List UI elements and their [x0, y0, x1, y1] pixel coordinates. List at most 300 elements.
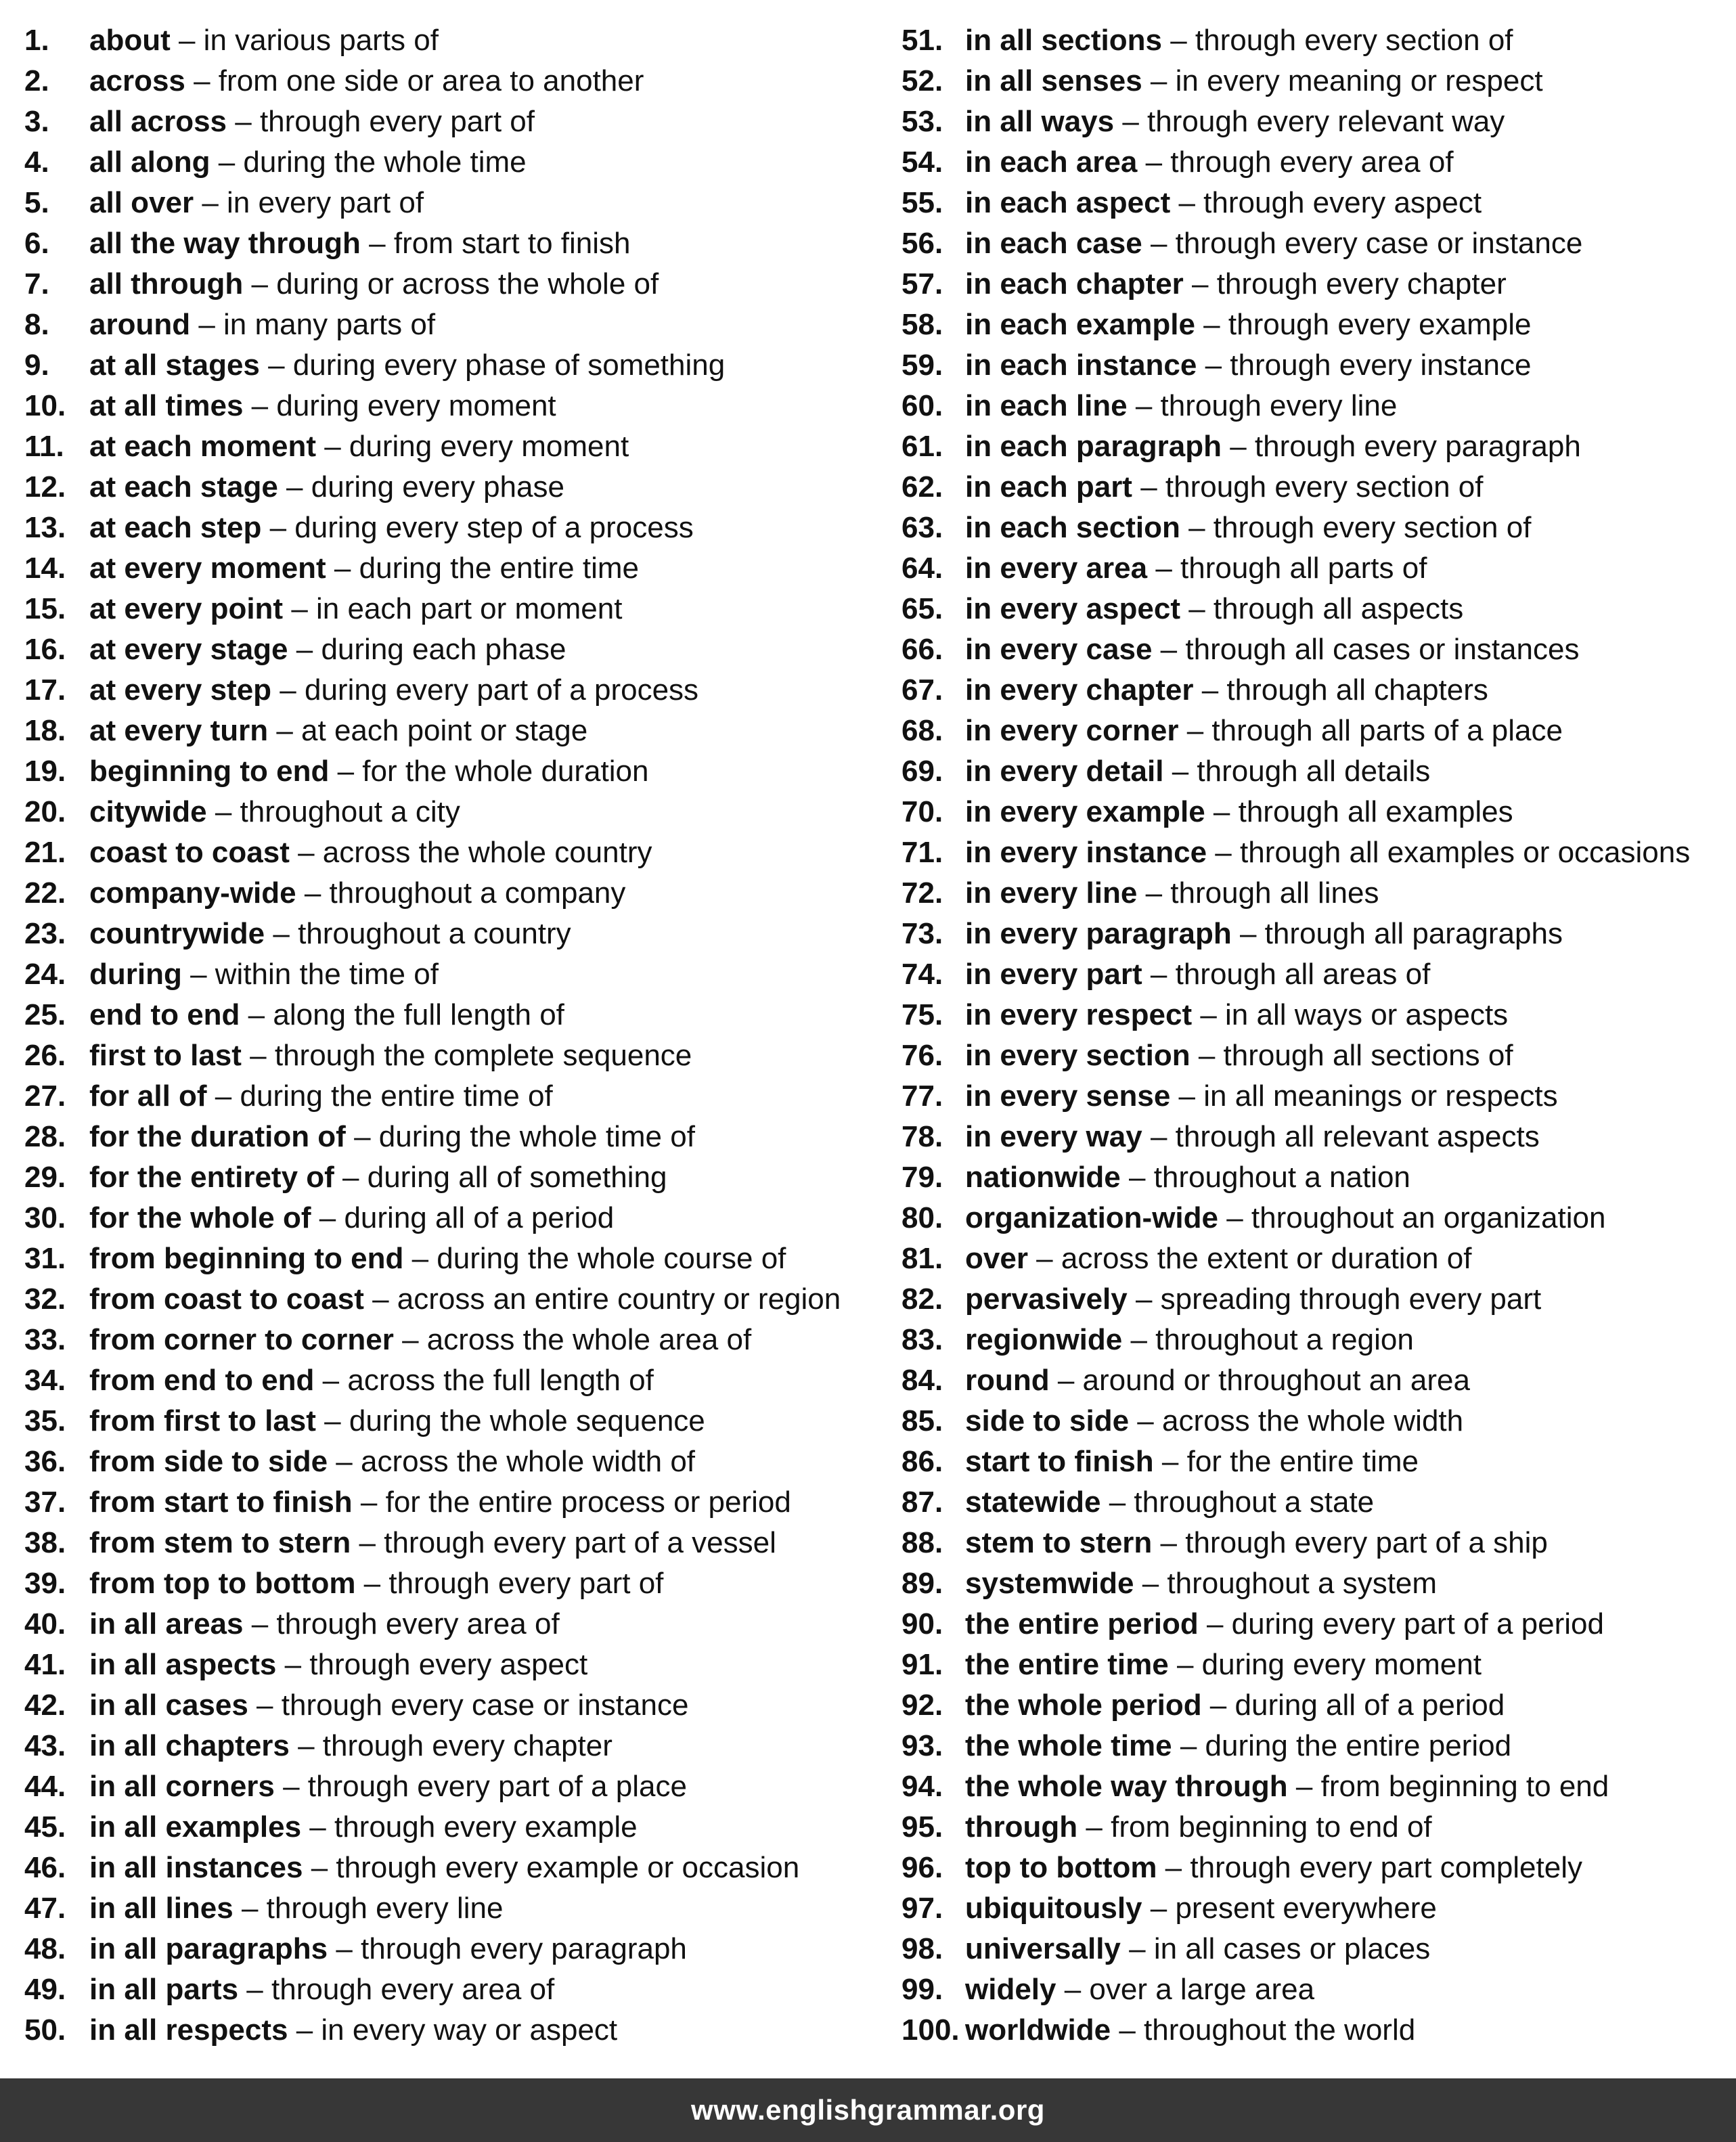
item-definition: – through every aspect: [276, 1648, 588, 1681]
list-item: [902, 142, 1736, 183]
item-definition: – around or throughout an area: [1049, 1364, 1470, 1397]
item-definition: – throughout a nation: [1120, 1161, 1410, 1194]
item-term: at each stage: [89, 470, 278, 504]
item-term: the whole period: [965, 1689, 1202, 1722]
item-text: [965, 873, 1379, 914]
list-item: [24, 1645, 897, 1685]
list-item: [902, 1685, 1736, 1726]
item-definition: – during every moment: [243, 389, 556, 422]
list-item: [24, 1848, 897, 1888]
item-term: in all aspects: [89, 1648, 277, 1681]
list-item: [24, 20, 897, 61]
item-definition: – through every case or instance: [1142, 227, 1583, 260]
item-definition: – through the complete sequence: [241, 1039, 692, 1072]
item-term: from start to finish: [89, 1486, 353, 1519]
list-item: [24, 792, 897, 832]
item-text: [89, 1482, 791, 1523]
item-definition: – during all of a period: [1201, 1689, 1505, 1722]
list-item: [902, 1157, 1736, 1198]
item-number: 2.: [24, 64, 49, 97]
item-text: [89, 1360, 654, 1401]
item-number: 7.: [24, 267, 49, 300]
item-text: [965, 548, 1427, 589]
item-term: at every moment: [89, 552, 326, 585]
item-definition: – across the whole country: [289, 836, 652, 869]
item-text: [965, 589, 1463, 629]
list-item: [24, 1279, 897, 1320]
item-number: 92.: [902, 1689, 943, 1722]
list-item: [902, 954, 1736, 995]
item-definition: – throughout the world: [1111, 2013, 1416, 2047]
item-definition: – through all examples or occasions: [1207, 836, 1691, 869]
item-definition: – during the whole time of: [345, 1120, 695, 1153]
item-number: 68.: [902, 714, 943, 747]
item-text: [89, 1563, 663, 1604]
item-text: [89, 102, 535, 142]
item-definition: – during the entire time of: [206, 1079, 553, 1113]
item-number: 96.: [902, 1851, 943, 1884]
item-number: 29.: [24, 1161, 66, 1194]
list-item: [24, 2010, 897, 2051]
item-term: the entire time: [965, 1648, 1169, 1681]
item-number: 77.: [902, 1079, 943, 1113]
item-definition: – through every area of: [1137, 146, 1454, 179]
item-definition: – through every section of: [1132, 470, 1484, 504]
item-definition: – through every line: [1127, 389, 1398, 422]
list-item: [24, 1360, 897, 1401]
item-number: 11.: [24, 430, 64, 463]
item-definition: – present everywhere: [1142, 1892, 1437, 1925]
list-item: [902, 223, 1736, 264]
item-number: 91.: [902, 1648, 943, 1681]
item-text: [965, 832, 1690, 873]
item-term: ubiquitously: [965, 1892, 1142, 1925]
item-text: [89, 1035, 692, 1076]
item-number: 86.: [902, 1445, 943, 1478]
item-number: 95.: [902, 1810, 943, 1844]
item-definition: – through all paragraphs: [1231, 917, 1563, 950]
item-definition: – within the time of: [181, 958, 439, 991]
item-text: [965, 20, 1513, 61]
list-item: [24, 1320, 897, 1360]
item-definition: – in all meanings or respects: [1170, 1079, 1558, 1113]
item-number: 97.: [902, 1892, 943, 1925]
item-text: [965, 792, 1513, 832]
item-number: 85.: [902, 1404, 943, 1437]
item-text: [965, 305, 1531, 345]
item-term: through: [965, 1810, 1078, 1844]
item-definition: – through every paragraph: [328, 1932, 687, 1965]
item-definition: – through every part of a ship: [1152, 1526, 1548, 1559]
item-text: [965, 1766, 1609, 1807]
item-number: 64.: [902, 552, 943, 585]
item-text: [89, 751, 648, 792]
word-list: [24, 20, 1716, 2057]
item-number: 46.: [24, 1851, 66, 1884]
item-term: systemwide: [965, 1567, 1134, 1600]
item-term: start to finish: [965, 1445, 1154, 1478]
item-definition: – throughout a state: [1100, 1486, 1375, 1519]
item-definition: – from beginning to end: [1287, 1770, 1609, 1803]
item-text: [965, 1563, 1437, 1604]
item-text: [89, 142, 527, 183]
item-text: [89, 1726, 613, 1766]
item-text: [965, 1685, 1505, 1726]
item-term: first to last: [89, 1039, 242, 1072]
list-item: [24, 1726, 897, 1766]
list-item: [24, 1685, 897, 1726]
item-number: 57.: [902, 267, 943, 300]
item-number: 43.: [24, 1729, 66, 1762]
list-item: [902, 1604, 1736, 1645]
list-item: [902, 1442, 1736, 1482]
item-number: 82.: [902, 1282, 943, 1316]
list-item: [902, 1523, 1736, 1563]
item-term: in each case: [965, 227, 1142, 260]
item-number: 52.: [902, 64, 943, 97]
item-text: [89, 1766, 687, 1807]
item-number: 37.: [24, 1486, 66, 1519]
item-number: 36.: [24, 1445, 66, 1478]
list-item: [24, 386, 897, 426]
item-definition: – during every moment: [315, 430, 629, 463]
item-term: in all examples: [89, 1810, 302, 1844]
item-text: [89, 711, 587, 751]
item-term: for the whole of: [89, 1201, 311, 1234]
item-text: [965, 629, 1579, 670]
item-text: [965, 1035, 1513, 1076]
list-item: [902, 832, 1736, 873]
list-item: [902, 1076, 1736, 1117]
item-text: [89, 20, 439, 61]
item-definition: – across the whole width of: [328, 1445, 696, 1478]
item-term: in each line: [965, 389, 1128, 422]
item-term: in each part: [965, 470, 1132, 504]
item-term: in all ways: [965, 105, 1115, 138]
item-term: in every line: [965, 876, 1138, 910]
item-number: 76.: [902, 1039, 943, 1072]
list-item: [902, 1035, 1736, 1076]
item-number: 89.: [902, 1567, 943, 1600]
list-item: [24, 914, 897, 954]
list-item: [902, 1848, 1736, 1888]
list-item: [902, 670, 1736, 711]
item-text: [89, 1523, 776, 1563]
list-item: [24, 1807, 897, 1848]
list-item: [902, 1888, 1736, 1929]
item-definition: – throughout a city: [206, 795, 460, 828]
item-text: [89, 1117, 695, 1157]
item-number: 32.: [24, 1282, 66, 1316]
item-text: [965, 1929, 1430, 1969]
list-item: [902, 1198, 1736, 1239]
item-number: 19.: [24, 755, 66, 788]
item-term: in each paragraph: [965, 430, 1222, 463]
item-term: in every respect: [965, 998, 1193, 1031]
item-term: top to bottom: [965, 1851, 1157, 1884]
word-list-column-left: [24, 20, 897, 2051]
item-number: 17.: [24, 673, 66, 707]
list-item: [24, 142, 897, 183]
item-term: in all senses: [965, 64, 1142, 97]
item-number: 27.: [24, 1079, 66, 1113]
item-text: [965, 142, 1454, 183]
item-text: [89, 873, 625, 914]
item-term: about: [89, 24, 171, 57]
item-definition: – through all aspects: [1180, 592, 1464, 625]
item-term: in every chapter: [965, 673, 1194, 707]
list-item: [902, 1726, 1736, 1766]
item-number: 47.: [24, 1892, 66, 1925]
item-text: [965, 102, 1505, 142]
item-number: 24.: [24, 958, 66, 991]
item-term: the entire period: [965, 1607, 1199, 1641]
item-definition: – through every line: [233, 1892, 504, 1925]
item-definition: – through every example: [301, 1810, 638, 1844]
item-term: in each instance: [965, 349, 1197, 382]
item-term: in all corners: [89, 1770, 275, 1803]
item-term: in each example: [965, 308, 1195, 341]
item-definition: – through every area of: [238, 1973, 555, 2006]
item-number: 4.: [24, 146, 49, 179]
item-term: for all of: [89, 1079, 207, 1113]
item-definition: – at each point or stage: [268, 714, 588, 747]
item-text: [89, 1239, 786, 1279]
item-number: 55.: [902, 186, 943, 219]
item-number: 12.: [24, 470, 66, 504]
list-item: [24, 508, 897, 548]
item-definition: – during the whole sequence: [315, 1404, 705, 1437]
item-text: [965, 1848, 1582, 1888]
list-item: [24, 1888, 897, 1929]
item-definition: – through all parts of: [1147, 552, 1427, 585]
item-number: 93.: [902, 1729, 943, 1762]
item-term: in every area: [965, 552, 1148, 585]
item-text: [965, 1523, 1548, 1563]
list-item: [24, 589, 897, 629]
item-definition: – in all ways or aspects: [1192, 998, 1509, 1031]
item-definition: – during each phase: [288, 633, 566, 666]
item-text: [89, 1685, 688, 1726]
item-definition: – during every phase of something: [259, 349, 726, 382]
item-text: [965, 223, 1582, 264]
item-text: [89, 1929, 687, 1969]
item-definition: – over a large area: [1056, 1973, 1315, 2006]
item-definition: – through every chapter: [289, 1729, 613, 1762]
list-item: [902, 792, 1736, 832]
list-item: [24, 832, 897, 873]
item-number: 41.: [24, 1648, 66, 1681]
item-term: from corner to corner: [89, 1323, 394, 1356]
item-definition: – throughout a company: [296, 876, 626, 910]
item-text: [965, 508, 1531, 548]
list-item: [902, 508, 1736, 548]
item-term: in every way: [965, 1120, 1142, 1153]
item-term: at each step: [89, 511, 262, 544]
list-item: [24, 264, 897, 305]
item-term: regionwide: [965, 1323, 1123, 1356]
footer-bar: [0, 2078, 1736, 2142]
item-number: 83.: [902, 1323, 943, 1356]
list-item: [24, 183, 897, 223]
item-definition: – through all lines: [1137, 876, 1379, 910]
item-definition: – through every part of a vessel: [351, 1526, 776, 1559]
item-number: 66.: [902, 633, 943, 666]
item-number: 54.: [902, 146, 943, 179]
item-term: end to end: [89, 998, 240, 1031]
item-definition: – through every relevant way: [1114, 105, 1505, 138]
item-text: [965, 264, 1507, 305]
list-item: [902, 102, 1736, 142]
item-text: [965, 183, 1482, 223]
item-number: 16.: [24, 633, 66, 666]
list-item: [902, 1929, 1736, 1969]
item-term: from end to end: [89, 1364, 315, 1397]
item-term: around: [89, 308, 191, 341]
item-definition: – from one side or area to another: [185, 64, 644, 97]
item-number: 35.: [24, 1404, 66, 1437]
item-text: [965, 711, 1563, 751]
item-number: 84.: [902, 1364, 943, 1397]
item-text: [89, 589, 622, 629]
item-term: in every case: [965, 633, 1153, 666]
item-definition: – in all cases or places: [1120, 1932, 1431, 1965]
item-number: 20.: [24, 795, 66, 828]
item-text: [89, 386, 556, 426]
list-item: [902, 2010, 1736, 2051]
list-item: [902, 995, 1736, 1035]
item-text: [89, 61, 644, 102]
item-text: [965, 1198, 1605, 1239]
list-item: [902, 305, 1736, 345]
item-term: in all parts: [89, 1973, 239, 2006]
list-item: [24, 1482, 897, 1523]
list-item: [24, 711, 897, 751]
item-text: [89, 508, 694, 548]
item-term: in every corner: [965, 714, 1179, 747]
item-text: [965, 426, 1581, 467]
item-text: [965, 1442, 1419, 1482]
item-text: [965, 751, 1430, 792]
item-term: for the entirety of: [89, 1161, 334, 1194]
item-text: [89, 1888, 503, 1929]
item-definition: – during the whole course of: [403, 1242, 786, 1275]
item-definition: – across the full length of: [314, 1364, 654, 1397]
item-number: 69.: [902, 755, 943, 788]
item-term: all across: [89, 105, 227, 138]
item-text: [965, 1320, 1414, 1360]
item-term: the whole time: [965, 1729, 1172, 1762]
item-term: countrywide: [89, 917, 265, 950]
item-number: 60.: [902, 389, 943, 422]
item-number: 31.: [24, 1242, 66, 1275]
list-item: [24, 954, 897, 995]
item-number: 63.: [902, 511, 943, 544]
item-text: [89, 1076, 553, 1117]
item-term: all the way through: [89, 227, 361, 260]
item-term: from stem to stern: [89, 1526, 351, 1559]
item-number: 44.: [24, 1770, 66, 1803]
item-number: 13.: [24, 511, 66, 544]
item-term: at every step: [89, 673, 272, 707]
item-definition: – through all areas of: [1142, 958, 1431, 991]
item-text: [89, 1198, 614, 1239]
item-number: 49.: [24, 1973, 66, 2006]
item-definition: – through all details: [1163, 755, 1431, 788]
footer-website-text: www.englishgrammar.org: [691, 2094, 1045, 2126]
item-term: across: [89, 64, 185, 97]
item-definition: – through all examples: [1205, 795, 1513, 828]
item-number: 28.: [24, 1120, 66, 1153]
item-text: [965, 1157, 1410, 1198]
list-item: [902, 1360, 1736, 1401]
item-term: nationwide: [965, 1161, 1121, 1194]
item-definition: – in every meaning or respect: [1142, 64, 1543, 97]
item-definition: – throughout a system: [1134, 1567, 1438, 1600]
item-definition: – across the whole width: [1129, 1404, 1464, 1437]
item-number: 23.: [24, 917, 66, 950]
item-definition: – from beginning to end of: [1077, 1810, 1432, 1844]
item-number: 88.: [902, 1526, 943, 1559]
item-definition: – in various parts of: [170, 24, 439, 57]
item-definition: – along the full length of: [240, 998, 564, 1031]
list-item: [902, 1320, 1736, 1360]
item-number: 78.: [902, 1120, 943, 1153]
list-item: [902, 386, 1736, 426]
list-item: [24, 1442, 897, 1482]
item-number: 40.: [24, 1607, 66, 1641]
item-number: 45.: [24, 1810, 66, 1844]
item-definition: – for the entire time: [1153, 1445, 1419, 1478]
item-term: in each section: [965, 511, 1180, 544]
item-term: in every part: [965, 958, 1142, 991]
item-term: in every paragraph: [965, 917, 1232, 950]
item-definition: – through every instance: [1197, 349, 1532, 382]
item-number: 75.: [902, 998, 943, 1031]
list-item: [24, 1157, 897, 1198]
item-number: 3.: [24, 105, 49, 138]
item-term: widely: [965, 1973, 1056, 2006]
item-number: 53.: [902, 105, 943, 138]
item-definition: – from start to finish: [360, 227, 631, 260]
item-term: universally: [965, 1932, 1121, 1965]
item-term: in every example: [965, 795, 1205, 828]
list-item: [902, 183, 1736, 223]
list-item: [902, 345, 1736, 386]
item-text: [965, 467, 1484, 508]
list-item: [902, 548, 1736, 589]
item-text: [965, 1239, 1471, 1279]
item-definition: – during the whole time: [210, 146, 527, 179]
item-text: [965, 914, 1563, 954]
list-item: [902, 589, 1736, 629]
item-definition: – in each part or moment: [283, 592, 623, 625]
list-item: [902, 20, 1736, 61]
item-term: beginning to end: [89, 755, 330, 788]
item-definition: – during every moment: [1168, 1648, 1482, 1681]
item-definition: – during every phase: [277, 470, 564, 504]
item-number: 87.: [902, 1486, 943, 1519]
item-text: [89, 548, 639, 589]
item-text: [965, 61, 1543, 102]
item-definition: – through all parts of a place: [1178, 714, 1563, 747]
item-term: organization-wide: [965, 1201, 1218, 1234]
item-term: in all paragraphs: [89, 1932, 328, 1965]
item-text: [89, 467, 564, 508]
item-definition: – through every chapter: [1183, 267, 1507, 300]
item-term: at every stage: [89, 633, 288, 666]
item-definition: – through every part of: [355, 1567, 664, 1600]
